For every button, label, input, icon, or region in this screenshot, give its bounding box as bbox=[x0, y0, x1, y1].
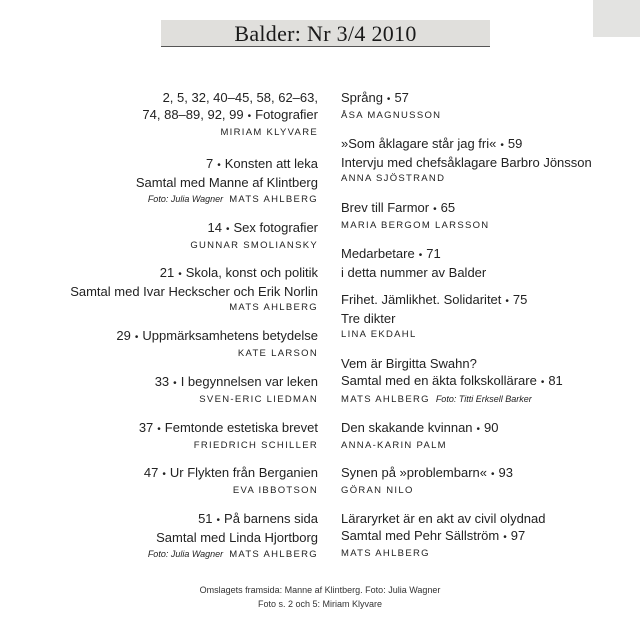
bullet-separator: • bbox=[491, 469, 495, 480]
toc-entry-byline bbox=[341, 172, 592, 186]
toc-entry-title: Samtal med en äkta folkskollärare • 81 bbox=[341, 373, 563, 388]
toc-entry-byline bbox=[116, 347, 318, 361]
right-toc-entry[interactable] bbox=[341, 199, 489, 233]
bullet-separator: • bbox=[157, 424, 161, 435]
author-name: ANNA-KARIN PALM bbox=[341, 440, 447, 451]
toc-entry-title: Intervju med chefsåklagare Barbro Jönsson bbox=[341, 155, 592, 170]
author-name: ÅSA MAGNUSSON bbox=[341, 110, 442, 121]
author-name: MATS AHLBERG bbox=[341, 394, 430, 405]
toc-entry-title: »Som åklagare står jag fri« • 59 bbox=[341, 136, 523, 151]
bullet-separator: • bbox=[540, 377, 545, 388]
toc-entry-byline bbox=[144, 484, 318, 498]
toc-entry-byline bbox=[341, 109, 441, 123]
left-toc-entry[interactable] bbox=[148, 510, 318, 562]
photo-credit: Foto: Julia Wagner bbox=[147, 194, 224, 204]
toc-entry-byline bbox=[341, 439, 499, 453]
toc-entry-title: 33 • I begynnelsen var leken bbox=[154, 374, 318, 389]
toc-entry-byline bbox=[341, 328, 527, 342]
toc-entry-title: Synen på »problembarn« • 93 bbox=[341, 465, 513, 480]
author-name: GUNNAR SMOLIANSKY bbox=[190, 240, 318, 251]
bullet-separator: • bbox=[476, 424, 481, 435]
left-toc-entry[interactable] bbox=[70, 264, 318, 315]
right-toc-entry[interactable] bbox=[341, 89, 441, 123]
left-toc-entry[interactable] bbox=[142, 89, 318, 140]
bullet-separator: • bbox=[225, 224, 230, 235]
left-toc-entry[interactable] bbox=[139, 419, 318, 453]
left-toc-entry[interactable] bbox=[155, 373, 318, 407]
credits bbox=[0, 583, 640, 611]
toc-entry-title: Läraryrket är en akt av civil olydnad bbox=[341, 511, 546, 526]
toc-entry-byline bbox=[341, 547, 545, 561]
toc-entry-title: Samtal med Manne af Klintberg bbox=[135, 175, 318, 190]
toc-entry-byline bbox=[142, 126, 318, 140]
bullet-separator: • bbox=[433, 204, 437, 215]
toc-entry-title: Vem är Birgitta Swahn? bbox=[341, 356, 477, 371]
author-name: MIRIAM KLYVARE bbox=[220, 127, 318, 138]
toc-entry-title: 14 • Sex fotografier bbox=[207, 220, 318, 235]
right-toc-entry[interactable] bbox=[341, 135, 592, 186]
toc-entry-title: 2, 5, 32, 40–45, 58, 62–63, bbox=[162, 90, 318, 105]
bullet-separator: • bbox=[247, 111, 252, 122]
toc-entry-title: Medarbetare • 71 bbox=[341, 246, 441, 261]
right-toc-entry[interactable] bbox=[341, 510, 545, 561]
toc-entry-title: Brev till Farmor • 65 bbox=[341, 200, 456, 215]
author-name: MATS AHLBERG bbox=[341, 548, 430, 559]
bullet-separator: • bbox=[216, 515, 221, 526]
toc-entry-title: 37 • Femtonde estetiska brevet bbox=[138, 420, 318, 435]
toc-entry-byline bbox=[136, 192, 318, 207]
right-toc-entry[interactable] bbox=[341, 245, 486, 281]
toc-entry-title: 29 • Uppmärksamhetens betydelse bbox=[116, 328, 318, 343]
toc-entry-byline bbox=[148, 547, 318, 562]
toc-entry-byline bbox=[341, 392, 563, 407]
right-toc-entry[interactable] bbox=[341, 464, 513, 498]
toc-entry-title: 7 • Konsten att leka bbox=[206, 156, 318, 171]
toc-entry-title: 21 • Skola, konst och politik bbox=[159, 265, 318, 280]
toc-entry-byline bbox=[139, 439, 318, 453]
title-bar bbox=[161, 20, 490, 47]
author-name: MATS AHLBERG bbox=[229, 549, 318, 560]
toc-entry-byline bbox=[341, 219, 489, 233]
toc-entry-title: 51 • På barnens sida bbox=[198, 511, 318, 526]
corner-tab bbox=[593, 0, 640, 37]
author-name: MATS AHLBERG bbox=[229, 194, 318, 205]
toc-entry-title: Den skakande kvinnan • 90 bbox=[341, 420, 499, 435]
toc-entry-title: Samtal med Ivar Heckscher och Erik Norlin bbox=[70, 284, 318, 299]
toc-entry-title: Tre dikter bbox=[341, 311, 396, 326]
bullet-separator: • bbox=[173, 378, 177, 389]
author-name: FRIEDRICH SCHILLER bbox=[193, 440, 318, 451]
bullet-separator: • bbox=[418, 250, 423, 261]
photo-credit: Foto: Titti Erksell Barker bbox=[435, 394, 532, 404]
toc-entry-title: Språng • 57 bbox=[341, 90, 409, 105]
author-name: KATE LARSON bbox=[237, 348, 318, 359]
left-toc-entry[interactable] bbox=[136, 155, 318, 207]
right-toc-entry[interactable] bbox=[341, 419, 499, 453]
author-name: MARIA BERGOM LARSSON bbox=[341, 220, 490, 231]
credit-line-cover: Omslagets framsida: Manne af Klintberg. Foto: Julia Wagner bbox=[199, 585, 441, 595]
bullet-separator: • bbox=[386, 94, 391, 105]
toc-entry-byline bbox=[155, 393, 318, 407]
author-name: ANNA SJÖSTRAND bbox=[341, 173, 446, 184]
bullet-separator: • bbox=[134, 332, 139, 343]
toc-entry-byline bbox=[341, 484, 513, 498]
toc-entry-title: 47 • Ur Flykten från Berganien bbox=[143, 465, 318, 480]
photo-credit: Foto: Julia Wagner bbox=[147, 549, 224, 559]
author-name: SVEN-ERIC LIEDMAN bbox=[199, 394, 318, 405]
author-name: MATS AHLBERG bbox=[229, 302, 318, 313]
bullet-separator: • bbox=[503, 532, 507, 543]
toc-entry-title: Samtal med Pehr Sällström • 97 bbox=[341, 528, 526, 543]
author-name: EVA IBBOTSON bbox=[232, 485, 318, 496]
right-toc-entry[interactable] bbox=[341, 291, 527, 342]
credit-line-photos: Foto s. 2 och 5: Miriam Klyvare bbox=[257, 599, 383, 609]
toc-entry-title: Samtal med Linda Hjortborg bbox=[156, 530, 318, 545]
bullet-separator: • bbox=[500, 140, 504, 151]
left-toc-entry[interactable] bbox=[190, 219, 318, 253]
toc-entry-byline bbox=[190, 239, 318, 253]
bullet-separator: • bbox=[217, 160, 221, 171]
author-name: LINA EKDAHL bbox=[341, 329, 417, 340]
toc-entry-title: i detta nummer av Balder bbox=[341, 265, 487, 280]
bullet-separator: • bbox=[162, 469, 166, 480]
left-toc-entry[interactable] bbox=[144, 464, 318, 498]
toc-entry-byline bbox=[70, 301, 318, 315]
bullet-separator: • bbox=[505, 296, 509, 307]
column-divider bbox=[332, 93, 333, 563]
toc-entry-title: 74, 88–89, 92, 99 • Fotografier bbox=[142, 107, 318, 122]
left-toc-entry[interactable] bbox=[116, 327, 318, 361]
page-title: Balder: Nr 3/4 2010 bbox=[234, 21, 417, 46]
author-name: GÖRAN NILO bbox=[341, 485, 414, 496]
bullet-separator: • bbox=[178, 269, 182, 280]
right-toc-entry[interactable] bbox=[341, 355, 563, 407]
toc-entry-title: Frihet. Jämlikhet. Solidaritet • 75 bbox=[341, 292, 528, 307]
